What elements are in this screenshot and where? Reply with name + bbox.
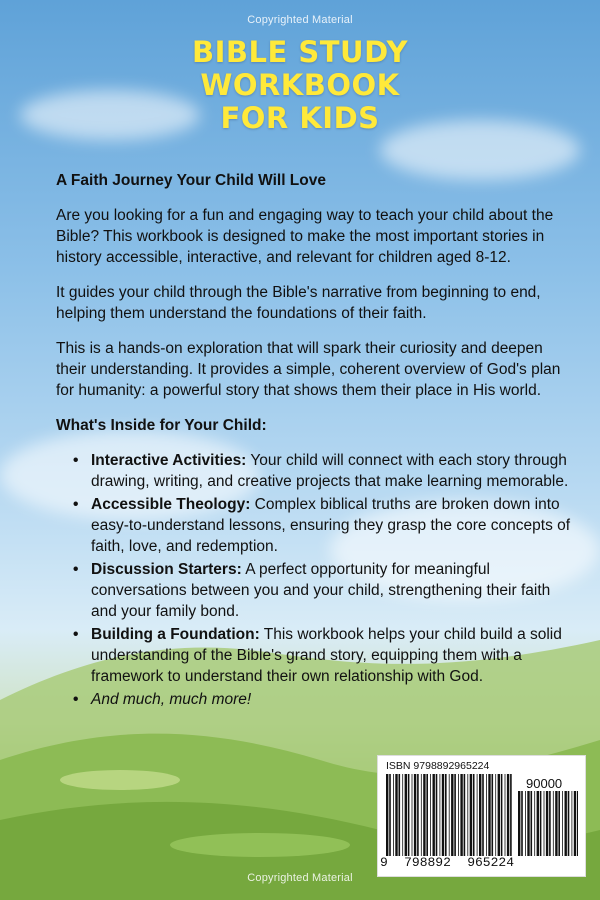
barcode-bar bbox=[521, 791, 523, 856]
feature-text: Complex biblical truths are broken down into easy-to-understand lessons, ensuring they grasp the core concepts of faith, love, and redemption. bbox=[91, 496, 571, 555]
inside-heading: What's Inside for Your Child: bbox=[56, 417, 267, 434]
barcode-bar bbox=[546, 791, 548, 856]
barcode-bar bbox=[442, 774, 444, 856]
barcode-bar bbox=[488, 774, 490, 856]
barcode-bar bbox=[421, 774, 422, 856]
isbn-label: ISBN 9798892965224 bbox=[386, 760, 490, 772]
barcode-bar bbox=[574, 791, 576, 856]
barcode-bar bbox=[460, 774, 462, 856]
barcode-bar bbox=[473, 774, 475, 856]
barcode-bar bbox=[534, 791, 535, 856]
price-code: 90000 bbox=[526, 776, 563, 791]
ean-digits bbox=[380, 855, 514, 870]
barcode-bar bbox=[417, 774, 419, 856]
blurb-paragraph: Are you looking for a fun and engaging way to teach your child about the Bible? This workbook is designed to make the most important stories in history accessible, interactive, and relevant for children aged 8-12. bbox=[56, 207, 554, 266]
feature-label: Accessible Theology: bbox=[91, 496, 251, 513]
feature-item bbox=[81, 494, 576, 557]
title-line: BIBLE STUDY bbox=[191, 35, 409, 69]
feature-text: Your child will connect with each story through drawing, writing, and creative projects that make learning memorable. bbox=[91, 452, 569, 490]
barcode-bar bbox=[486, 774, 487, 856]
ean-digit-group: 9 bbox=[380, 855, 388, 870]
barcode-bar bbox=[470, 774, 472, 856]
feature-label: Building a Foundation: bbox=[91, 626, 260, 643]
barcode-bar bbox=[412, 774, 413, 856]
feature-item bbox=[81, 450, 576, 492]
barcode-bar bbox=[449, 774, 450, 856]
barcode-bar bbox=[537, 791, 539, 856]
barcode-bar bbox=[477, 774, 478, 856]
barcode-bar bbox=[549, 791, 551, 856]
barcode-bar bbox=[430, 774, 431, 856]
copyright-watermark-bottom: Copyrighted Material bbox=[247, 872, 353, 884]
feature-text: A perfect opportunity for meaningful conversations between you and your child, strengthening their faith and your family bond. bbox=[91, 561, 551, 620]
barcode-bar bbox=[426, 774, 428, 856]
blurb-paragraph: This is a hands-on exploration that will spark their curiosity and deepen their understanding. It provides a simple, coherent overview of God's plan for humanity: a powerful story that shows them their place in His world. bbox=[56, 340, 561, 399]
barcode-bar bbox=[386, 774, 388, 856]
barcode-bar bbox=[395, 774, 397, 856]
barcode-bar bbox=[399, 774, 401, 856]
barcode-bar bbox=[544, 791, 545, 856]
barcode-bar bbox=[479, 774, 481, 856]
feature-item bbox=[81, 559, 576, 622]
barcode-bar bbox=[408, 774, 410, 856]
barcode-bar bbox=[572, 791, 573, 856]
barcode-bar bbox=[467, 774, 468, 856]
barcode-bar bbox=[482, 774, 484, 856]
copyright-watermark: Copyrighted Material bbox=[247, 14, 353, 26]
barcode-bar bbox=[505, 774, 506, 856]
feature-list bbox=[56, 450, 576, 710]
barcode-bar bbox=[458, 774, 459, 856]
barcode-bar bbox=[423, 774, 425, 856]
barcode-bar bbox=[492, 774, 494, 856]
barcode-bar bbox=[577, 791, 578, 856]
ean-barcode-bars bbox=[386, 774, 512, 856]
barcode-bar bbox=[527, 791, 529, 856]
book-title bbox=[0, 36, 600, 135]
barcode-bar bbox=[518, 791, 520, 856]
addon-barcode-bars bbox=[518, 791, 578, 856]
barcode-bar bbox=[405, 774, 407, 856]
barcode-bar bbox=[498, 774, 500, 856]
blurb-paragraph: It guides your child through the Bible's narrative from beginning to end, helping them understand the foundations of their faith. bbox=[56, 284, 541, 322]
feature-text: This workbook helps your child build a solid understanding of the Bible's grand story, equipping them with a framework to understand their own relationship with God. bbox=[91, 626, 562, 685]
barcode-bar bbox=[531, 791, 533, 856]
barcode-bar bbox=[433, 774, 435, 856]
title-line: WORKBOOK bbox=[200, 68, 400, 102]
barcode-bar bbox=[389, 774, 391, 856]
barcode-bar bbox=[393, 774, 394, 856]
barcode-bar bbox=[440, 774, 441, 856]
barcode-bar bbox=[553, 791, 554, 856]
barcode-bar bbox=[451, 774, 453, 856]
barcode-bar bbox=[507, 774, 509, 856]
feature-label: Interactive Activities: bbox=[91, 452, 247, 469]
barcode-bar bbox=[525, 791, 526, 856]
barcode-bar bbox=[464, 774, 466, 856]
barcode-bar bbox=[436, 774, 438, 856]
barcode-bar bbox=[414, 774, 416, 856]
feature-item bbox=[81, 689, 576, 710]
barcode-bar bbox=[402, 774, 403, 856]
title-line: FOR KIDS bbox=[220, 101, 380, 135]
barcode-bar bbox=[445, 774, 447, 856]
barcode-bar bbox=[568, 791, 570, 856]
barcode-bar bbox=[540, 791, 542, 856]
blurb-heading: A Faith Journey Your Child Will Love bbox=[56, 172, 326, 189]
barcode-bar bbox=[558, 791, 560, 856]
barcode-bar bbox=[510, 774, 512, 856]
feature-label: Discussion Starters: bbox=[91, 561, 242, 578]
isbn-barcode bbox=[377, 755, 586, 877]
barcode-bar bbox=[555, 791, 557, 856]
barcode-bar bbox=[454, 774, 456, 856]
barcode-bar bbox=[562, 791, 563, 856]
feature-item bbox=[81, 624, 576, 687]
ean-digit-group: 965224 bbox=[467, 855, 514, 870]
blurb bbox=[56, 170, 576, 712]
barcode-bar bbox=[501, 774, 503, 856]
ean-digit-group: 798892 bbox=[404, 855, 451, 870]
barcode-bar bbox=[495, 774, 496, 856]
barcode-bar bbox=[565, 791, 567, 856]
more-text: And much, much more! bbox=[91, 691, 252, 708]
